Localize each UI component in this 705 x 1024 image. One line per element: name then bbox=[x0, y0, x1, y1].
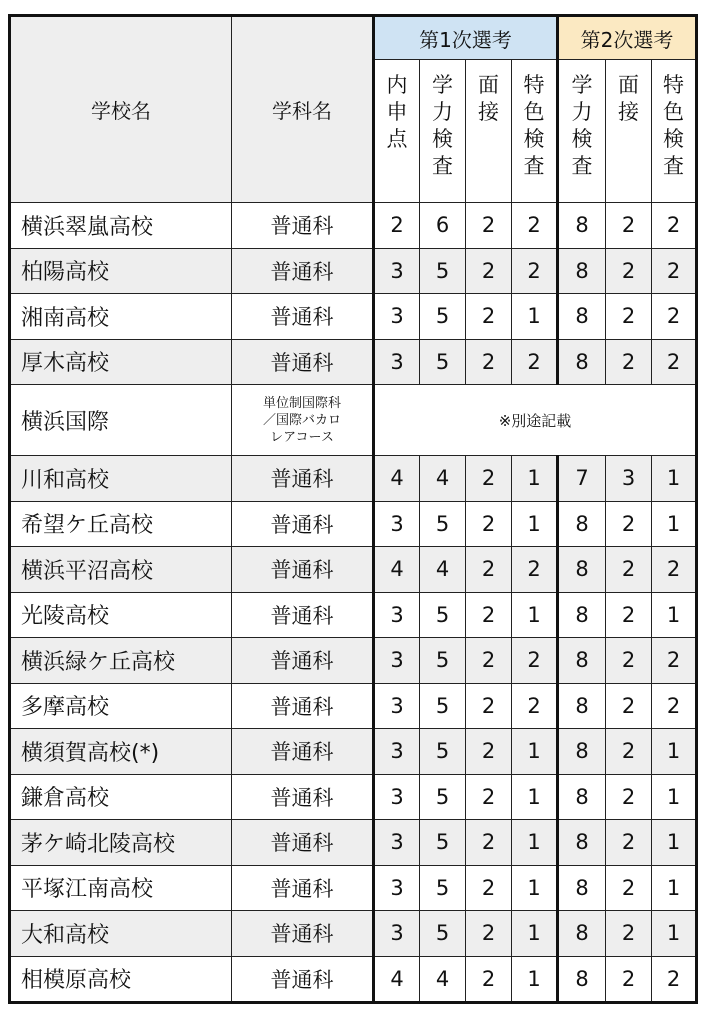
ratio-cell: 4 bbox=[374, 956, 420, 1003]
table-row bbox=[10, 911, 697, 957]
table-row bbox=[10, 294, 697, 340]
school-name: 鎌倉高校 bbox=[10, 774, 232, 820]
department-name: 普通科 bbox=[232, 729, 374, 775]
ratio-cell: 5 bbox=[420, 501, 466, 547]
ratio-cell: 1 bbox=[512, 774, 558, 820]
ratio-cell: 8 bbox=[558, 820, 606, 866]
table-row bbox=[10, 339, 697, 385]
ratio-cell: 2 bbox=[466, 638, 512, 684]
school-name: 横浜翠嵐高校 bbox=[10, 203, 232, 249]
header-stage1-col-2: 面 接 bbox=[466, 60, 512, 203]
department-name: 普通科 bbox=[232, 911, 374, 957]
table-row bbox=[10, 956, 697, 1003]
ratio-cell: 2 bbox=[606, 203, 652, 249]
ratio-cell: 3 bbox=[374, 683, 420, 729]
ratio-cell: 3 bbox=[374, 638, 420, 684]
ratio-cell: 1 bbox=[512, 729, 558, 775]
department-name bbox=[232, 385, 374, 456]
header-department: 学科名 bbox=[232, 16, 374, 203]
ratio-cell: 5 bbox=[420, 294, 466, 340]
department-name: 普通科 bbox=[232, 203, 374, 249]
header-stage1: 第1次選考 bbox=[374, 16, 558, 60]
ratio-cell: 3 bbox=[374, 729, 420, 775]
ratio-cell: 2 bbox=[606, 294, 652, 340]
ratio-cell: 2 bbox=[606, 339, 652, 385]
ratio-cell: 2 bbox=[606, 248, 652, 294]
ratio-cell: 5 bbox=[420, 911, 466, 957]
ratio-cell: 8 bbox=[558, 911, 606, 957]
ratio-cell: 8 bbox=[558, 774, 606, 820]
school-name: 横浜国際 bbox=[10, 385, 232, 456]
ratio-cell: 1 bbox=[512, 456, 558, 502]
ratio-cell: 1 bbox=[512, 865, 558, 911]
ratio-cell: 2 bbox=[466, 339, 512, 385]
ratio-cell: 2 bbox=[466, 456, 512, 502]
ratio-cell: 1 bbox=[652, 592, 697, 638]
department-name: 普通科 bbox=[232, 547, 374, 593]
school-name: 大和高校 bbox=[10, 911, 232, 957]
ratio-cell: 3 bbox=[374, 774, 420, 820]
ratio-cell: 2 bbox=[512, 203, 558, 249]
school-name: 厚木高校 bbox=[10, 339, 232, 385]
ratio-cell: 1 bbox=[512, 911, 558, 957]
ratio-cell: 2 bbox=[652, 339, 697, 385]
table-row bbox=[10, 592, 697, 638]
ratio-cell: 1 bbox=[512, 501, 558, 547]
school-name: 横浜平沼高校 bbox=[10, 547, 232, 593]
table-row bbox=[10, 501, 697, 547]
ratio-cell: 2 bbox=[466, 683, 512, 729]
ratio-cell: 5 bbox=[420, 339, 466, 385]
table-row bbox=[10, 547, 697, 593]
ratio-cell: 2 bbox=[466, 729, 512, 775]
ratio-cell: 1 bbox=[512, 592, 558, 638]
ratio-cell: 2 bbox=[466, 592, 512, 638]
ratio-cell: 1 bbox=[652, 820, 697, 866]
ratio-cell: 2 bbox=[652, 294, 697, 340]
ratio-cell: 4 bbox=[420, 547, 466, 593]
ratio-cell: 8 bbox=[558, 638, 606, 684]
department-name: 普通科 bbox=[232, 294, 374, 340]
ratio-cell: 8 bbox=[558, 865, 606, 911]
ratio-cell: 2 bbox=[466, 820, 512, 866]
ratio-cell: 2 bbox=[466, 774, 512, 820]
department-name: 普通科 bbox=[232, 339, 374, 385]
ratio-cell: 2 bbox=[652, 683, 697, 729]
ratio-cell: 2 bbox=[466, 248, 512, 294]
school-name: 相模原高校 bbox=[10, 956, 232, 1003]
ratio-cell: 2 bbox=[652, 547, 697, 593]
ratio-cell: 2 bbox=[652, 248, 697, 294]
ratio-cell: 2 bbox=[606, 683, 652, 729]
department-name: 普通科 bbox=[232, 501, 374, 547]
ratio-cell: 2 bbox=[606, 729, 652, 775]
ratio-cell: 2 bbox=[606, 820, 652, 866]
ratio-cell: 3 bbox=[374, 294, 420, 340]
ratio-cell: 4 bbox=[420, 456, 466, 502]
department-name: 普通科 bbox=[232, 683, 374, 729]
ratio-cell: 2 bbox=[606, 911, 652, 957]
school-name: 光陵高校 bbox=[10, 592, 232, 638]
ratio-cell: 1 bbox=[652, 729, 697, 775]
ratio-cell: 2 bbox=[606, 865, 652, 911]
department-name: 普通科 bbox=[232, 956, 374, 1003]
ratio-cell: 6 bbox=[420, 203, 466, 249]
school-name: 多摩高校 bbox=[10, 683, 232, 729]
ratio-cell: 5 bbox=[420, 820, 466, 866]
table-row bbox=[10, 638, 697, 684]
department-name: 普通科 bbox=[232, 456, 374, 502]
table-row bbox=[10, 456, 697, 502]
department-line: ／国際バカロ bbox=[262, 412, 341, 428]
ratio-cell: 3 bbox=[374, 865, 420, 911]
ratio-cell: 2 bbox=[512, 547, 558, 593]
ratio-cell: 1 bbox=[652, 865, 697, 911]
table-row bbox=[10, 729, 697, 775]
ratio-cell: 2 bbox=[466, 911, 512, 957]
selection-ratio-table bbox=[8, 14, 698, 1004]
ratio-cell: 5 bbox=[420, 729, 466, 775]
department-name: 普通科 bbox=[232, 638, 374, 684]
school-name: 平塚江南高校 bbox=[10, 865, 232, 911]
separate-note: ※別途記載 bbox=[374, 385, 697, 456]
ratio-cell: 5 bbox=[420, 248, 466, 294]
ratio-cell: 5 bbox=[420, 592, 466, 638]
school-name: 希望ケ丘高校 bbox=[10, 501, 232, 547]
ratio-cell: 2 bbox=[512, 339, 558, 385]
ratio-cell: 8 bbox=[558, 339, 606, 385]
header-stage2-col-0: 学 力 検 査 bbox=[558, 60, 606, 203]
ratio-cell: 8 bbox=[558, 203, 606, 249]
ratio-cell: 2 bbox=[606, 592, 652, 638]
ratio-cell: 4 bbox=[420, 956, 466, 1003]
department-name: 普通科 bbox=[232, 774, 374, 820]
ratio-cell: 3 bbox=[374, 911, 420, 957]
ratio-cell: 1 bbox=[652, 456, 697, 502]
table-row bbox=[10, 865, 697, 911]
ratio-cell: 2 bbox=[466, 294, 512, 340]
header-stage1-col-0: 内 申 点 bbox=[374, 60, 420, 203]
ratio-cell: 5 bbox=[420, 683, 466, 729]
header-stage1-col-1: 学 力 検 査 bbox=[420, 60, 466, 203]
ratio-cell: 8 bbox=[558, 592, 606, 638]
ratio-cell: 3 bbox=[374, 248, 420, 294]
school-name: 横須賀高校(*) bbox=[10, 729, 232, 775]
table-row bbox=[10, 774, 697, 820]
ratio-cell: 2 bbox=[512, 683, 558, 729]
ratio-cell: 1 bbox=[512, 294, 558, 340]
ratio-cell: 8 bbox=[558, 248, 606, 294]
ratio-cell: 5 bbox=[420, 774, 466, 820]
ratio-cell: 2 bbox=[652, 956, 697, 1003]
table-row bbox=[10, 820, 697, 866]
school-name: 柏陽高校 bbox=[10, 248, 232, 294]
ratio-cell: 8 bbox=[558, 729, 606, 775]
ratio-cell: 2 bbox=[652, 638, 697, 684]
ratio-cell: 2 bbox=[512, 638, 558, 684]
department-line: レアコース bbox=[270, 429, 334, 445]
table-row bbox=[10, 248, 697, 294]
ratio-cell: 8 bbox=[558, 683, 606, 729]
ratio-cell: 8 bbox=[558, 956, 606, 1003]
ratio-cell: 2 bbox=[374, 203, 420, 249]
ratio-cell: 8 bbox=[558, 501, 606, 547]
ratio-cell: 4 bbox=[374, 547, 420, 593]
ratio-cell: 2 bbox=[466, 956, 512, 1003]
header-stage2-col-2: 特 色 検 査 bbox=[652, 60, 697, 203]
ratio-cell: 3 bbox=[374, 501, 420, 547]
ratio-cell: 3 bbox=[374, 339, 420, 385]
ratio-cell: 2 bbox=[606, 638, 652, 684]
school-name: 湘南高校 bbox=[10, 294, 232, 340]
ratio-cell: 7 bbox=[558, 456, 606, 502]
header-school: 学校名 bbox=[10, 16, 232, 203]
ratio-cell: 2 bbox=[606, 547, 652, 593]
department-name: 普通科 bbox=[232, 248, 374, 294]
table-row bbox=[10, 683, 697, 729]
ratio-cell: 2 bbox=[466, 865, 512, 911]
ratio-cell: 1 bbox=[512, 820, 558, 866]
ratio-cell: 2 bbox=[606, 956, 652, 1003]
ratio-cell: 2 bbox=[652, 203, 697, 249]
ratio-cell: 2 bbox=[466, 501, 512, 547]
ratio-cell: 2 bbox=[466, 547, 512, 593]
school-name: 横浜緑ケ丘高校 bbox=[10, 638, 232, 684]
header-stage2-col-1: 面 接 bbox=[606, 60, 652, 203]
department-line: 単位制国際科 bbox=[262, 395, 341, 411]
table-row bbox=[10, 385, 697, 456]
ratio-cell: 2 bbox=[606, 774, 652, 820]
ratio-cell: 1 bbox=[512, 956, 558, 1003]
ratio-cell: 2 bbox=[606, 501, 652, 547]
department-name: 普通科 bbox=[232, 592, 374, 638]
department-name: 普通科 bbox=[232, 865, 374, 911]
school-name: 茅ケ崎北陵高校 bbox=[10, 820, 232, 866]
ratio-cell: 2 bbox=[466, 203, 512, 249]
table-row bbox=[10, 203, 697, 249]
ratio-cell: 1 bbox=[652, 911, 697, 957]
ratio-cell: 5 bbox=[420, 865, 466, 911]
ratio-cell: 4 bbox=[374, 456, 420, 502]
header-stage1-col-3: 特 色 検 査 bbox=[512, 60, 558, 203]
school-name: 川和高校 bbox=[10, 456, 232, 502]
ratio-cell: 3 bbox=[374, 820, 420, 866]
ratio-cell: 8 bbox=[558, 547, 606, 593]
ratio-cell: 1 bbox=[652, 501, 697, 547]
ratio-cell: 5 bbox=[420, 638, 466, 684]
ratio-cell: 3 bbox=[606, 456, 652, 502]
ratio-cell: 2 bbox=[512, 248, 558, 294]
ratio-cell: 8 bbox=[558, 294, 606, 340]
ratio-cell: 3 bbox=[374, 592, 420, 638]
header-stage2: 第2次選考 bbox=[558, 16, 697, 60]
department-name: 普通科 bbox=[232, 820, 374, 866]
ratio-cell: 1 bbox=[652, 774, 697, 820]
